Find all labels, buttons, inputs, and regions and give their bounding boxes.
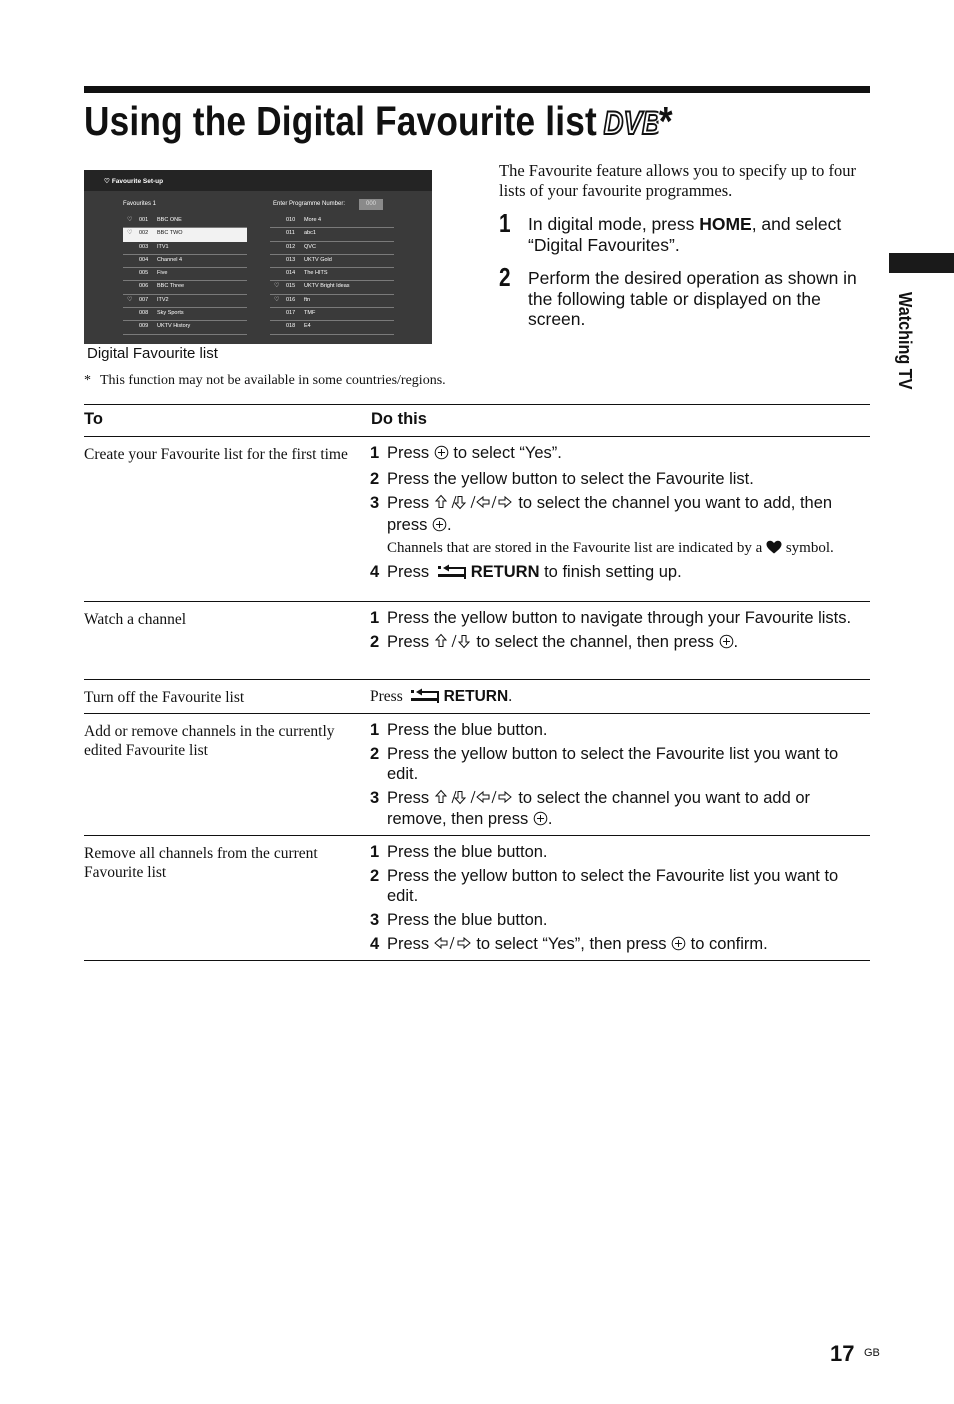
item-text: Press	[387, 494, 434, 512]
item-text: .	[446, 515, 452, 534]
channel-number: 004	[139, 256, 149, 263]
item-number: 4	[370, 563, 380, 581]
channel-column-left	[123, 215, 247, 335]
up-down-left-right-arrows-icon	[434, 494, 514, 516]
channel-name: ITV2	[157, 296, 169, 303]
screen-header-label: Favourite Set-up	[111, 178, 164, 185]
header-do-this: Do this	[371, 410, 427, 428]
channel-row	[270, 295, 394, 308]
item-text: to select “Yes”, then press	[471, 934, 672, 953]
step-1-text	[528, 214, 873, 255]
channel-row	[123, 228, 247, 241]
row-to: Remove all channels from the current Favourite list	[84, 845, 318, 881]
list-item	[370, 745, 870, 784]
item-number: 3	[370, 494, 380, 512]
row-to: Watch a channel	[84, 611, 187, 628]
channel-row	[270, 321, 394, 334]
page-title-text: Using the Digital Favourite list	[84, 98, 597, 144]
item-text: to select the channel, then press	[471, 633, 719, 651]
item-text: Press the yellow button to select the Favourite list.	[387, 470, 754, 488]
circle-plus-icon	[533, 811, 548, 832]
step-1-post: , and select “Digital Favourites”.	[528, 214, 842, 255]
intro-paragraph: The Favourite feature allows you to specify up to four lists of your favourite programmes.	[499, 161, 856, 200]
footnote-mark: *	[84, 373, 91, 388]
item-text: Press the blue button.	[387, 910, 548, 929]
side-label: Watching TV	[895, 292, 915, 390]
channel-row	[123, 242, 247, 255]
channel-number: 005	[139, 270, 149, 277]
header-to: To	[84, 410, 103, 428]
side-tab	[889, 253, 954, 273]
channel-number: 007	[139, 296, 149, 303]
channel-name: QVC	[304, 243, 316, 250]
page-number: 17	[830, 1341, 855, 1366]
item-text: Press the blue button.	[387, 843, 548, 861]
return-icon	[437, 564, 467, 586]
channel-name: E4	[304, 323, 311, 330]
step-2-number: 2	[499, 262, 511, 292]
note-text-a: Channels that are stored in the Favourite list are indicated by a	[387, 539, 767, 556]
table-row	[84, 680, 870, 714]
channel-name: The HITS	[304, 270, 328, 277]
return-label: RETURN	[470, 563, 540, 581]
screen-caption: Digital Favourite list	[87, 345, 218, 362]
up-down-arrows-icon	[434, 633, 472, 655]
channel-number: 009	[139, 323, 149, 330]
item-text: Press	[387, 444, 434, 462]
item-text: to select the channel you want to add, then press	[387, 494, 833, 534]
operations-table	[84, 404, 870, 961]
step-2-text: Perform the desired operation as shown in the following table or displayed on the screen.	[528, 268, 857, 329]
title-asterisk: *	[658, 98, 673, 144]
left-right-arrows-icon	[434, 935, 472, 957]
channel-number: 008	[139, 310, 149, 317]
channel-number: 001	[139, 217, 149, 223]
row-to: Create your Favourite list for the first time	[84, 446, 348, 463]
item-text: to select the channel you want to add or remove, then press	[387, 788, 811, 828]
row-do	[370, 687, 870, 709]
item-number: 2	[370, 867, 380, 885]
channel-name: ftn	[304, 296, 311, 303]
item-number: 3	[370, 910, 380, 929]
heart-icon	[766, 540, 782, 560]
list-item	[370, 563, 870, 586]
channel-row	[123, 308, 247, 321]
row-to: Add or remove channels in the currently edited Favourite list	[84, 723, 335, 759]
enter-programme-label: Enter Programme Number:	[273, 201, 346, 207]
list-item	[370, 789, 870, 832]
channel-name: TMF	[304, 310, 316, 317]
item-text: Press	[387, 633, 434, 651]
footnote	[84, 373, 446, 389]
item-number: 2	[370, 745, 380, 763]
channel-row	[123, 295, 247, 308]
up-down-left-right-arrows-icon	[434, 789, 514, 811]
channel-number: 012	[286, 243, 296, 250]
top-rule	[84, 86, 870, 93]
channel-number: 011	[286, 230, 295, 237]
heart-outline-icon: ♡	[274, 296, 280, 303]
channel-row	[270, 281, 394, 294]
channel-name: BBC TWO	[157, 230, 183, 237]
channel-row	[123, 255, 247, 268]
circle-plus-icon	[434, 445, 449, 466]
channel-row	[270, 228, 394, 241]
item-text: Press	[370, 688, 407, 705]
list-item	[370, 470, 870, 490]
channel-number: 003	[139, 243, 149, 250]
item-text: .	[508, 688, 513, 705]
item-number: 2	[370, 633, 380, 651]
page-suffix: GB	[864, 1347, 880, 1359]
channel-name: BBC ONE	[157, 217, 182, 223]
item-number: 1	[370, 444, 380, 462]
step-1-number: 1	[499, 208, 511, 238]
item-number: 1	[370, 721, 380, 739]
heart-outline-icon: ♡	[127, 217, 133, 223]
channel-number: 016	[286, 296, 296, 303]
table-row	[84, 714, 870, 836]
channel-row	[270, 268, 394, 281]
item-number: 4	[370, 934, 380, 953]
channel-column-right	[270, 215, 394, 335]
step-1-pre: In digital mode, press	[528, 214, 700, 234]
table-row	[84, 836, 870, 961]
channel-row	[270, 308, 394, 321]
channel-row	[270, 242, 394, 255]
item-text: Press the yellow button to navigate through your Favourite lists.	[387, 609, 852, 627]
channel-number: 018	[286, 323, 296, 330]
list-item	[370, 609, 870, 629]
dvb-logo-icon	[604, 96, 659, 152]
list-item	[370, 721, 870, 741]
item-text: .	[733, 633, 739, 651]
channel-number: 013	[286, 256, 296, 263]
heart-outline-icon: ♡	[104, 178, 110, 185]
channel-number: 010	[286, 217, 296, 223]
step-1-bold: HOME	[699, 214, 752, 234]
item-text: Press	[387, 788, 434, 807]
list-item	[370, 911, 870, 931]
list-item	[370, 633, 870, 655]
item-number: 3	[370, 788, 380, 807]
favourite-setup-screen	[84, 170, 432, 344]
footnote-text: This function may not be available in some countries/regions.	[100, 373, 446, 388]
favourites-label: Favourites 1	[123, 201, 157, 207]
row-to: Turn off the Favourite list	[84, 689, 245, 706]
channel-name: Channel 4	[157, 256, 183, 263]
channel-number: 014	[286, 270, 296, 277]
note-text	[370, 539, 870, 560]
row-do	[370, 843, 870, 961]
programme-number-box: 000	[359, 199, 383, 210]
channel-name: UKTV Gold	[304, 256, 332, 263]
circle-plus-icon	[671, 936, 686, 957]
item-number: 1	[370, 609, 380, 627]
item-text: to finish setting up.	[539, 563, 682, 581]
item-text: Press the blue button.	[387, 721, 548, 739]
list-item	[370, 867, 870, 906]
heart-outline-icon: ♡	[274, 283, 280, 290]
channel-row	[270, 215, 394, 228]
channel-number: 002	[139, 230, 149, 237]
channel-number: 006	[139, 283, 149, 290]
table-header	[84, 405, 870, 437]
item-text: Press the yellow button to select the Favourite list you want to edit.	[387, 745, 839, 783]
list-item	[370, 494, 870, 537]
note-text-b: symbol.	[782, 539, 834, 556]
screen-header-title	[104, 177, 163, 185]
return-label: RETURN	[443, 688, 509, 705]
item-text: to select “Yes”.	[448, 444, 562, 462]
item-text: to confirm.	[686, 934, 768, 953]
channel-row	[270, 255, 394, 268]
channel-row	[123, 281, 247, 294]
channel-number: 015	[286, 283, 296, 290]
page-title	[84, 93, 673, 149]
row-do	[370, 721, 870, 836]
channel-name: More 4	[304, 217, 322, 223]
item-text: .	[547, 810, 553, 828]
list-item	[370, 444, 870, 466]
table-row	[84, 437, 870, 602]
item-number: 1	[370, 843, 380, 861]
return-icon	[410, 688, 440, 709]
channel-row	[123, 321, 247, 334]
channel-name: abc1	[304, 230, 316, 237]
dvb-logo-text: DVB	[603, 106, 659, 139]
row-do	[370, 444, 870, 590]
channel-name: BBC Three	[157, 283, 185, 290]
circle-plus-icon	[719, 634, 734, 655]
list-item	[370, 843, 870, 863]
channel-row	[123, 268, 247, 281]
table-row	[84, 602, 870, 680]
item-text: Press the yellow button to select the Favourite list you want to edit.	[387, 867, 839, 905]
channel-name: Sky Sports	[157, 310, 184, 317]
item-text: Press	[387, 563, 434, 581]
channel-row	[123, 215, 247, 228]
heart-outline-icon: ♡	[127, 296, 133, 303]
heart-outline-icon: ♡	[127, 230, 133, 237]
channel-name: UKTV Bright Ideas	[304, 283, 350, 290]
list-item	[370, 935, 870, 957]
channel-number: 017	[286, 310, 296, 317]
item-number: 2	[370, 470, 380, 488]
channel-name: ITV1	[157, 243, 169, 250]
item-text: Press	[387, 934, 434, 953]
row-do	[370, 609, 870, 659]
channel-name: UKTV History	[157, 323, 191, 330]
circle-plus-icon	[432, 517, 447, 538]
channel-name: Five	[157, 270, 168, 277]
